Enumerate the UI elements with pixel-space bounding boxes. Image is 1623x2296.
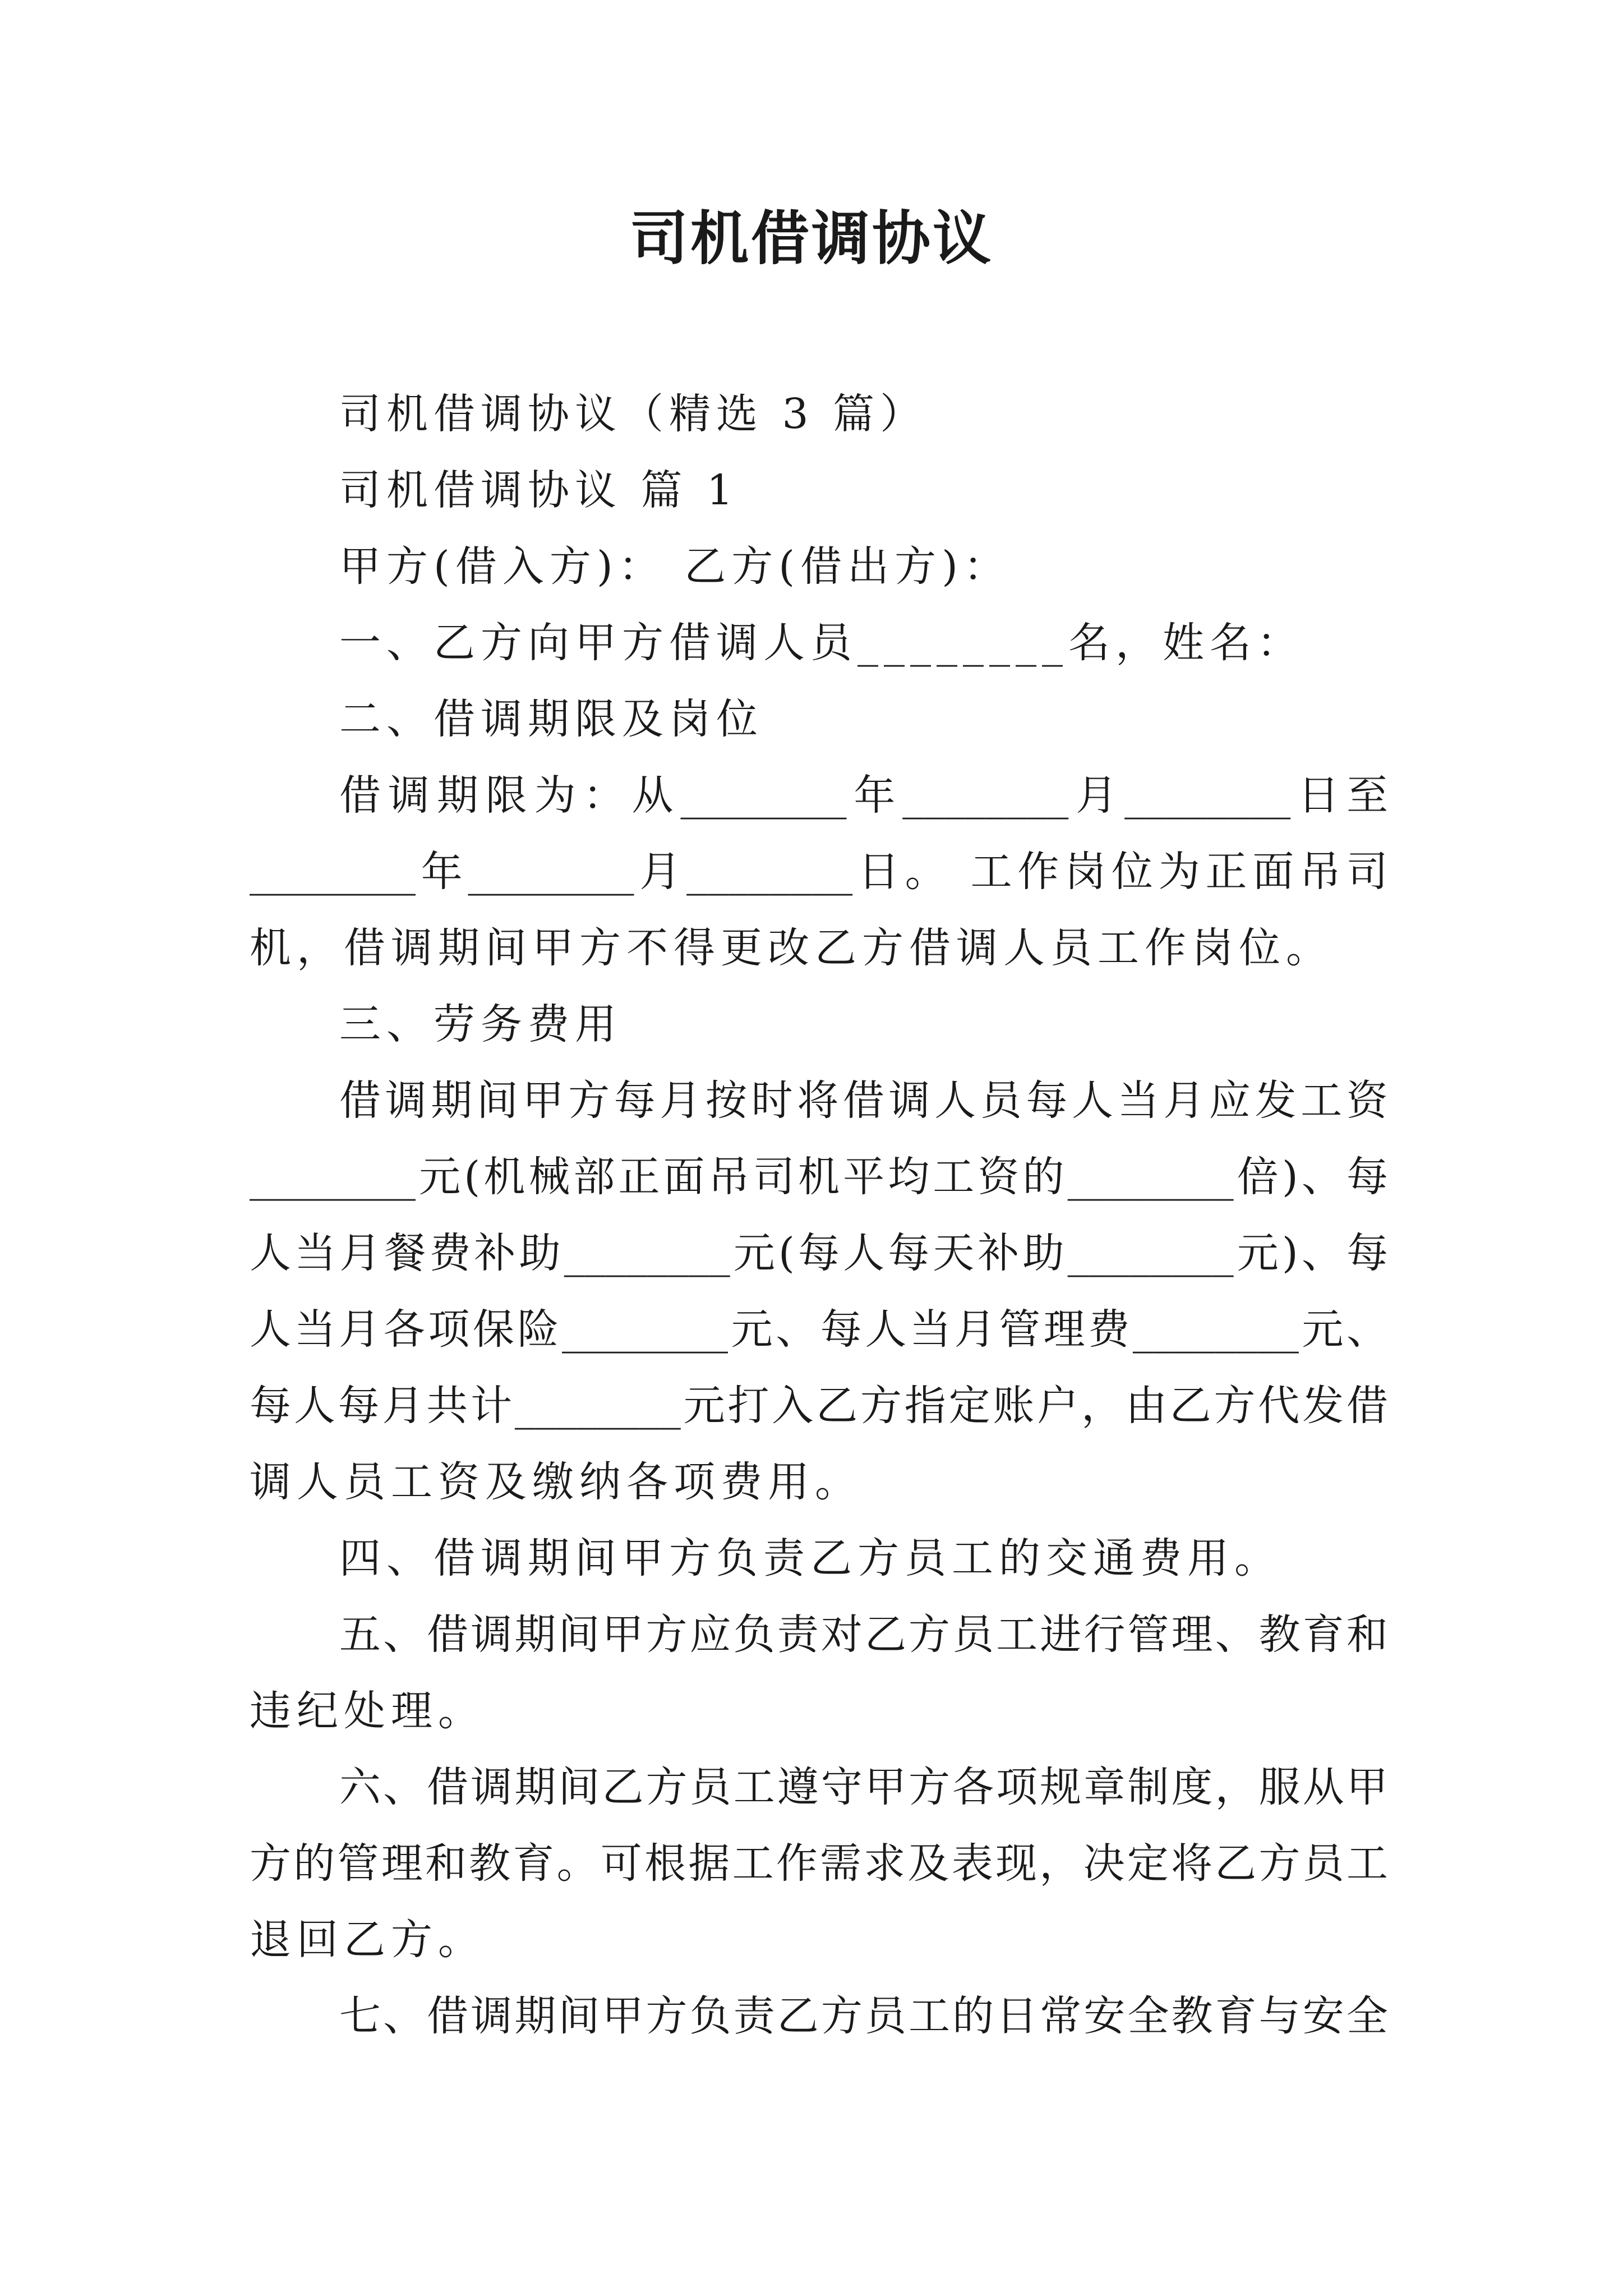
text-char: 员 (864, 1992, 906, 2040)
text-char: 管 (1127, 1611, 1169, 1659)
text-char: 年 (854, 771, 896, 820)
text-char: 入 (772, 1382, 814, 1430)
text-char: 管 (999, 1305, 1041, 1354)
blank-field: ________ (468, 848, 634, 896)
text-char: 倍 (1237, 1153, 1279, 1201)
text-char: 位 (1111, 848, 1153, 896)
text-char: 全 (1346, 1992, 1388, 2040)
text-char: 方 (820, 1992, 863, 2040)
text-char: 员 (952, 1611, 994, 1659)
text-char: 教 (469, 1839, 511, 1888)
text-char: 乙 (1169, 1382, 1211, 1430)
text-char: 吊 (1299, 848, 1341, 896)
paragraph-line: 机，借调期间甲方不得更改乙方借调人员工作岗位。 (250, 924, 1333, 972)
blank-field: ________ (250, 848, 416, 896)
text-char: 从 (631, 771, 674, 820)
text-char: 械 (528, 1153, 570, 1201)
blank-field: ________ (1132, 1305, 1299, 1354)
text-char: 方 (1214, 1382, 1256, 1430)
paragraph-line (250, 1215, 1388, 1291)
text-char: 方 (250, 1839, 291, 1888)
text-char: 方 (568, 1076, 610, 1125)
text-char: 常 (1040, 1992, 1082, 2040)
text-char: 期 (436, 771, 478, 820)
text-char: 遵 (777, 1763, 819, 1811)
text-char: 将 (1170, 1839, 1212, 1888)
text-char: 每 (1346, 1153, 1388, 1201)
text-char: 保 (472, 1305, 514, 1354)
text-char: 人 (250, 1229, 291, 1277)
text-char: 甲 (522, 1076, 564, 1125)
text-char: 补 (978, 1229, 1020, 1277)
text-char: 方 (645, 1763, 688, 1811)
text-char: 资 (978, 1153, 1020, 1201)
text-char: 为 (534, 771, 576, 820)
text-char: 育 (513, 1839, 555, 1888)
text-char: 月 (1163, 1076, 1205, 1125)
text-char: 、 (1301, 1229, 1343, 1277)
text-char: 负 (689, 1992, 731, 2040)
text-char: 员 (1302, 1839, 1344, 1888)
text-char: 期 (514, 1763, 556, 1811)
text-char: 甲 (864, 1763, 906, 1811)
text-char: 时 (751, 1076, 793, 1125)
paragraph-line: 司机借调协议（精选 3 篇） (339, 390, 928, 438)
text-char: 月 (954, 1305, 996, 1354)
text-char: 进 (1040, 1611, 1082, 1659)
text-char: 七 (339, 1992, 381, 2040)
text-char: 计 (471, 1382, 513, 1430)
text-char: 元 (731, 1305, 773, 1354)
paragraph-line: 二、借调期限及岗位 (339, 695, 763, 743)
text-char: 司 (1346, 848, 1388, 896)
text-char: 岗 (1064, 848, 1106, 896)
text-char: 工 (909, 1992, 951, 2040)
document-title: 司机借调协议 (629, 204, 993, 273)
text-char: 月 (382, 1382, 424, 1430)
paragraph-line (250, 1978, 1388, 2054)
text-char: 均 (888, 1153, 930, 1201)
text-char: 每 (614, 1076, 656, 1125)
text-char: 元 (1237, 1229, 1279, 1277)
text-char: 险 (517, 1305, 559, 1354)
blank-field: ________ (250, 1153, 416, 1201)
text-char: 和 (425, 1839, 467, 1888)
text-char: 吊 (708, 1153, 750, 1201)
text-char: 间 (558, 1611, 600, 1659)
text-char: 甲 (1346, 1763, 1388, 1811)
text-char: 指 (904, 1382, 946, 1430)
text-char: 项 (428, 1305, 470, 1354)
text-char: 工 (970, 848, 1012, 896)
text-char: 教 (1258, 1611, 1301, 1659)
text-char: 借 (427, 1763, 469, 1811)
text-char: 元 (1302, 1305, 1344, 1354)
document-body (250, 376, 1388, 2054)
text-char: 作 (1017, 848, 1059, 896)
text-char: 当 (1117, 1076, 1159, 1125)
text-char: 日 (857, 848, 900, 896)
text-char: 据 (688, 1839, 730, 1888)
text-char: 工 (733, 1763, 775, 1811)
text-char: 调 (888, 1076, 930, 1125)
blank-field: ________ (1067, 1229, 1234, 1277)
text-char: 乙 (777, 1992, 819, 2040)
paragraph-line: 退回乙方。 (250, 1916, 485, 1964)
text-char: 餐 (384, 1229, 426, 1277)
text-char: 教 (1171, 1992, 1213, 2040)
text-char: 人 (865, 1305, 907, 1354)
text-char: ， (1215, 1763, 1257, 1811)
text-char: 资 (1346, 1076, 1388, 1125)
text-char: 人 (934, 1076, 976, 1125)
paragraph-line: 违纪处理。 (250, 1687, 485, 1735)
text-char: 机 (797, 1153, 840, 1201)
text-char: 应 (689, 1611, 731, 1659)
text-char: 人 (293, 1382, 335, 1430)
text-char: ) (1281, 1153, 1298, 1201)
text-char: 代 (1258, 1382, 1300, 1430)
text-char: 、 (383, 1763, 425, 1811)
text-char: 工 (933, 1153, 975, 1201)
text-char: 乙 (1215, 1839, 1257, 1888)
text-char: 作 (776, 1839, 818, 1888)
text-char: 间 (476, 1076, 518, 1125)
text-char: 调 (471, 1992, 513, 2040)
text-char: 服 (1258, 1763, 1301, 1811)
text-char: 元 (419, 1153, 461, 1201)
text-char: 月 (339, 1229, 381, 1277)
blank-field: ________ (1124, 771, 1291, 820)
text-char: 和 (1346, 1611, 1388, 1659)
text-char: 间 (558, 1992, 600, 2040)
paragraph-line (250, 1749, 1388, 1825)
text-char: 行 (1083, 1611, 1126, 1659)
text-char: 理 (381, 1839, 423, 1888)
text-char: 乙 (864, 1611, 906, 1659)
text-char: 、 (1346, 1305, 1388, 1354)
text-char: 方 (860, 1382, 902, 1430)
text-char: 定 (1127, 1839, 1169, 1888)
text-char: 正 (1205, 848, 1247, 896)
paragraph-line (250, 1368, 1388, 1444)
paragraph-line (250, 1139, 1388, 1215)
text-char: 员 (689, 1763, 731, 1811)
text-char: 应 (1209, 1076, 1251, 1125)
text-char: 甲 (602, 1611, 644, 1659)
text-char: 、 (383, 1992, 425, 2040)
text-char: ( (778, 1229, 795, 1277)
text-char: 每 (1026, 1076, 1068, 1125)
text-char: 与 (1258, 1992, 1301, 2040)
text-char: 日 (1298, 771, 1340, 820)
text-char: 机 (483, 1153, 525, 1201)
text-char: ， (1081, 1382, 1123, 1430)
text-char: 需 (820, 1839, 862, 1888)
text-char: 账 (993, 1382, 1035, 1430)
paragraph-line (250, 1062, 1388, 1139)
text-char: 安 (1302, 1992, 1344, 2040)
text-char: 根 (644, 1839, 686, 1888)
text-char: 六 (339, 1763, 381, 1811)
paragraph-line: 一、乙方向甲方借调人员________名，姓名： (339, 619, 1304, 667)
text-char: 乙 (602, 1763, 644, 1811)
text-char: 为 (1158, 848, 1200, 896)
text-char: 共 (426, 1382, 468, 1430)
text-char: 助 (519, 1229, 561, 1277)
text-char (952, 834, 965, 910)
blank-field: ________ (514, 1382, 681, 1430)
text-char: 间 (558, 1763, 600, 1811)
text-char: 由 (1125, 1382, 1167, 1430)
blank-field: ________ (564, 1229, 730, 1277)
text-char: 及 (907, 1839, 949, 1888)
text-char: 对 (820, 1611, 863, 1659)
text-char: 期 (514, 1611, 556, 1659)
text-char: 借 (1346, 1382, 1388, 1430)
text-char: 的 (952, 1992, 994, 2040)
text-char: 正 (618, 1153, 660, 1201)
blank-field: ________ (562, 1305, 728, 1354)
paragraph-line (250, 1596, 1388, 1673)
text-char: 元 (683, 1382, 725, 1430)
paragraph-line: 四、借调期间甲方负责乙方员工的交通费用。 (339, 1534, 1281, 1582)
text-char: 调 (471, 1611, 513, 1659)
text-char: 部 (573, 1153, 615, 1201)
text-char: 的 (1022, 1153, 1064, 1201)
blank-field: ________ (680, 771, 847, 820)
text-char: 乙 (816, 1382, 858, 1430)
paragraph-line (250, 757, 1388, 834)
text-char: 甲 (602, 1992, 644, 2040)
text-char: 、 (383, 1611, 425, 1659)
blank-field: ________ (902, 771, 1069, 820)
text-char: 至 (1346, 771, 1388, 820)
text-char: 、 (776, 1305, 818, 1354)
text-char: 定 (948, 1382, 990, 1430)
text-char: 调 (471, 1763, 513, 1811)
text-char: 限 (485, 771, 527, 820)
text-char: ， (1039, 1839, 1081, 1888)
text-char: 期 (514, 1992, 556, 2040)
text-char: 当 (294, 1305, 336, 1354)
text-char: 当 (294, 1229, 336, 1277)
text-char: 各 (383, 1305, 425, 1354)
text-char: 守 (820, 1763, 863, 1811)
text-char: 人 (250, 1305, 291, 1354)
blank-field: ________ (1067, 1153, 1234, 1201)
text-char: 面 (1252, 848, 1294, 896)
text-char: 决 (1083, 1839, 1125, 1888)
text-char: 、 (1301, 1153, 1343, 1201)
text-char: 理 (1171, 1611, 1213, 1659)
text-char: 月 (639, 848, 681, 896)
text-char: 平 (843, 1153, 885, 1201)
text-char: 元 (733, 1229, 775, 1277)
paragraph-line: 调人员工资及缴纳各项费用。 (250, 1458, 862, 1506)
paragraph-line (250, 1291, 1388, 1368)
text-char: ) (1281, 1229, 1298, 1277)
text-char: 表 (951, 1839, 993, 1888)
text-char: 五 (339, 1611, 381, 1659)
text-char: 。 (905, 848, 947, 896)
text-char: 借 (427, 1611, 469, 1659)
text-char: 发 (1302, 1382, 1344, 1430)
text-char: 方 (645, 1992, 688, 2040)
text-char: 工 (1346, 1839, 1388, 1888)
text-char: 工 (732, 1839, 774, 1888)
text-char: 的 (293, 1839, 335, 1888)
text-char: 司 (753, 1153, 795, 1201)
blank-field: ________ (686, 848, 853, 896)
text-char: 日 (996, 1992, 1038, 2040)
text-char: 负 (733, 1611, 775, 1659)
text-char: 费 (1088, 1305, 1130, 1354)
paragraph-line (250, 1825, 1388, 1902)
text-char: 借 (842, 1076, 884, 1125)
text-char: 度 (1171, 1763, 1213, 1811)
text-char: 期 (431, 1076, 473, 1125)
text-char: 费 (429, 1229, 471, 1277)
text-char: 项 (996, 1763, 1038, 1811)
text-char: 每 (820, 1305, 862, 1354)
text-char: 借 (339, 1076, 381, 1125)
text-char: 求 (864, 1839, 906, 1888)
text-char: 责 (777, 1611, 819, 1659)
text-char: 助 (1022, 1229, 1064, 1277)
text-char: 员 (980, 1076, 1022, 1125)
text-char: 责 (733, 1992, 775, 2040)
text-char: 方 (645, 1611, 688, 1659)
text-char: 规 (1040, 1763, 1082, 1811)
text-char: 年 (421, 848, 463, 896)
text-char: 、 (1215, 1611, 1257, 1659)
text-char: 现 (995, 1839, 1037, 1888)
text-char: ( (464, 1153, 481, 1201)
text-char: 天 (933, 1229, 975, 1277)
text-char: 当 (909, 1305, 951, 1354)
text-char: 可 (600, 1839, 642, 1888)
text-char: 每 (1346, 1229, 1388, 1277)
paragraph-line: 甲方(借入方)： 乙方(借出方)： (339, 542, 1011, 591)
text-char: 理 (1043, 1305, 1085, 1354)
text-char: 制 (1127, 1763, 1169, 1811)
paragraph-line: 三、劳务费用 (339, 1000, 622, 1048)
text-char: 每 (250, 1382, 291, 1430)
text-char: 调 (385, 1076, 427, 1125)
text-char: 月 (339, 1305, 381, 1354)
text-char: 从 (1302, 1763, 1344, 1811)
text-char: 。 (556, 1839, 598, 1888)
text-char: 方 (1258, 1839, 1301, 1888)
text-char: 借 (427, 1992, 469, 2040)
text-char: ： (583, 771, 625, 820)
text-char: 月 (1076, 771, 1118, 820)
text-char: 人 (843, 1229, 885, 1277)
text-char: 工 (996, 1611, 1038, 1659)
paragraph-line: 司机借调协议 篇 1 (339, 466, 739, 514)
text-char: 全 (1127, 1992, 1169, 2040)
text-char: 按 (706, 1076, 747, 1125)
text-char: 每 (338, 1382, 380, 1430)
text-char: 安 (1083, 1992, 1126, 2040)
paragraph-line (250, 834, 1388, 910)
text-char: 户 (1037, 1382, 1079, 1430)
text-char: 人 (1072, 1076, 1113, 1125)
text-char: 借 (339, 771, 381, 820)
text-char: 各 (952, 1763, 994, 1811)
text-char: 工 (1301, 1076, 1343, 1125)
text-char: 每 (797, 1229, 840, 1277)
text-char: 打 (727, 1382, 769, 1430)
text-char: 章 (1083, 1763, 1126, 1811)
text-char: 将 (797, 1076, 839, 1125)
text-char: 每 (888, 1229, 930, 1277)
text-char: 发 (1255, 1076, 1297, 1125)
text-char: 管 (337, 1839, 379, 1888)
text-char: 面 (663, 1153, 705, 1201)
text-char: 调 (388, 771, 430, 820)
text-char: 育 (1215, 1992, 1257, 2040)
text-char: 月 (660, 1076, 702, 1125)
text-char: 方 (909, 1763, 951, 1811)
text-char: 方 (909, 1611, 951, 1659)
text-char: 育 (1302, 1611, 1344, 1659)
text-char: 补 (474, 1229, 516, 1277)
